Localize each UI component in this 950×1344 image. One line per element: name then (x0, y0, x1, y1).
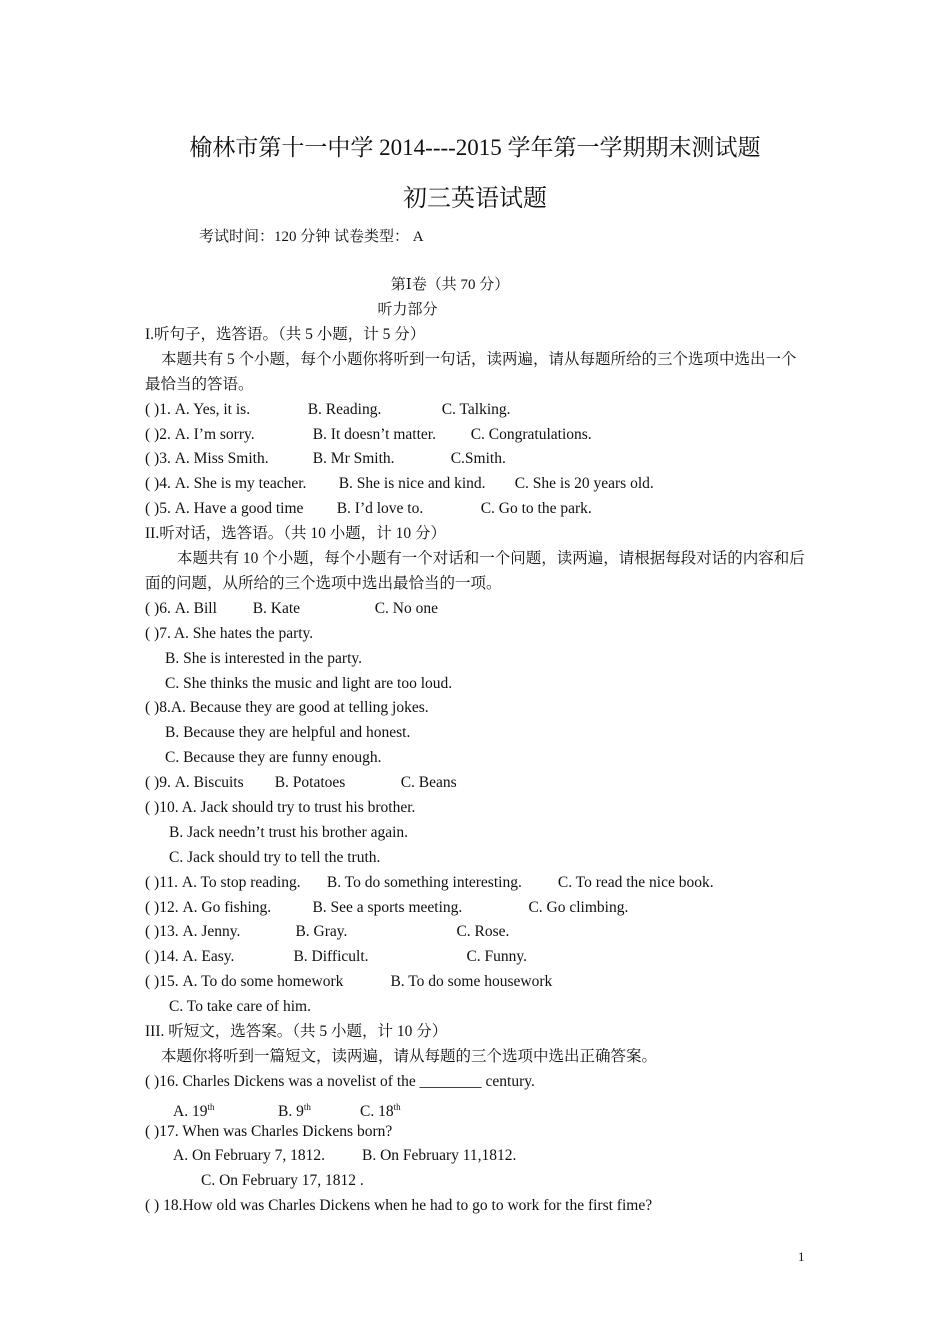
option-c: C. Go climbing. (528, 898, 629, 916)
option-a: A. Because they are good at telling jokes. (170, 699, 429, 717)
question-11 (145, 871, 810, 896)
superscript: th (303, 1101, 311, 1112)
option-c: C. She thinks the music and light are too loud. (165, 674, 453, 692)
question-number: ( )4. (145, 475, 171, 493)
option-b: B. It doesn’t matter. (312, 425, 436, 443)
option-c: C. Talking. (441, 400, 511, 418)
option-a: A. Go fishing. (182, 898, 272, 916)
question-number: ( )9. (145, 774, 171, 792)
question-number: ( )13. (145, 923, 179, 941)
page-number: 1 (798, 1249, 805, 1264)
option-c: C. To read the nice book. (557, 873, 714, 891)
listening-heading: 听力部分 (377, 302, 438, 318)
option-c: C. She is 20 years old. (514, 475, 654, 493)
option-b: B. To do some housework (390, 973, 553, 991)
section3-title: III. 听短文，选答案。（共 5 小题，计 10 分） (145, 1022, 448, 1040)
option-c-text: C. 18 (360, 1102, 394, 1120)
option-a: A. I’m sorry. (174, 425, 255, 443)
option-a: A. Have a good time (174, 500, 304, 518)
option-c: C. To take care of him. (169, 998, 311, 1016)
question-9 (145, 771, 810, 796)
question-18 (145, 1194, 810, 1219)
option-b: B. Mr Smith. (312, 450, 395, 468)
question-16-options (145, 1095, 810, 1120)
option-a-text: A. 19 (173, 1102, 208, 1120)
option-c: C. No one (374, 599, 438, 617)
question-8 (145, 696, 810, 721)
part-heading: 第Ⅰ卷（共 70 分） (390, 277, 510, 293)
option-c: C. Go to the park. (480, 500, 592, 518)
exam-subtitle: 初三英语试题 (403, 186, 547, 212)
question-number: ( )2. (145, 425, 171, 443)
superscript: th (393, 1101, 401, 1112)
option-a: A. She hates the party. (173, 624, 314, 642)
question-17 (145, 1120, 810, 1145)
question-10 (145, 796, 810, 821)
option-b: B. To do something interesting. (326, 873, 522, 891)
question-14 (145, 945, 810, 970)
option-c: C. Rose. (456, 923, 510, 941)
question-5 (145, 497, 810, 522)
option-c: C.Smith. (450, 450, 506, 468)
option-b: B. She is interested in the party. (165, 649, 363, 667)
question-number: ( )8. (145, 699, 171, 717)
option-c: C. Because they are funny enough. (165, 749, 382, 767)
question-text: Charles Dickens was a novelist of the ________ century. (182, 1072, 535, 1090)
option-b: B. Because they are helpful and honest. (165, 724, 411, 742)
option-b: B. Gray. (295, 923, 348, 941)
option-a: A. Miss Smith. (174, 450, 269, 468)
option-a: A. To do some homework (182, 973, 344, 991)
option-b: B. Reading. (307, 400, 382, 418)
option-b: B. Potatoes (274, 774, 346, 792)
question-13 (145, 920, 810, 945)
question-number: ( )16. (145, 1072, 179, 1090)
question-number: ( )12. (145, 898, 179, 916)
option-a: A. Jack should try to trust his brother. (181, 798, 416, 816)
option-b: B. Difficult. (293, 948, 369, 966)
option-b: B. She is nice and kind. (338, 475, 486, 493)
question-number: ( )17. (145, 1122, 179, 1140)
option-c: C. Congratulations. (470, 425, 592, 443)
option-c: C. Beans (400, 774, 457, 792)
question-number: ( ) 18. (145, 1197, 183, 1215)
question-number: ( )1. (145, 400, 171, 418)
option-a: A. Biscuits (174, 774, 244, 792)
exam-info: 考试时间：120 分钟 试卷类型： A (199, 229, 424, 245)
option-b: B. I’d love to. (336, 500, 424, 518)
question-17-options (145, 1144, 810, 1169)
question-1 (145, 398, 810, 423)
option-b: B. On February 11,1812. (362, 1147, 517, 1165)
question-16 (145, 1070, 810, 1095)
option-a: A. Bill (174, 599, 217, 617)
superscript: th (207, 1101, 215, 1112)
question-15 (145, 970, 810, 995)
question-number: ( )7. (145, 624, 171, 642)
question-4 (145, 472, 810, 497)
option-b-text: B. 9 (278, 1102, 304, 1120)
option-a: A. Yes, it is. (174, 400, 251, 418)
question-3 (145, 447, 810, 472)
section2-instruction: 本题共有 10 个小题，每个小题有一个对话和一个问题，读两遍，请根据每段对话的内容和后面的问题，从所给的三个选项中选出最恰当的一项。 (145, 550, 805, 592)
question-number: ( )3. (145, 450, 171, 468)
section1-instruction: 本题共有 5 个小题，每个小题你将听到一句话，读两遍，请从每题所给的三个选项中选出一个最恰当的答语。 (145, 350, 797, 393)
option-a: A. She is my teacher. (174, 475, 307, 493)
question-number: ( )11. (145, 873, 178, 891)
question-number: ( )15. (145, 973, 179, 991)
option-a: A. On February 7, 1812. (173, 1147, 325, 1165)
question-number: ( )5. (145, 500, 171, 518)
option-a: A. Easy. (182, 948, 235, 966)
question-7 (145, 622, 810, 647)
question-number: ( )10. (145, 798, 179, 816)
section1-title: I.听句子，选答语。（共 5 小题，计 5 分） (145, 326, 426, 343)
question-body (145, 323, 810, 1219)
section3-instruction: 本题你将听到一篇短文，读两遍，请从每题的三个选项中选出正确答案。 (161, 1047, 658, 1065)
question-6 (145, 597, 810, 622)
option-c: C. Funny. (466, 948, 528, 966)
option-b: B. See a sports meeting. (312, 898, 463, 916)
option-a: A. Jenny. (182, 923, 241, 941)
question-text: How old was Charles Dickens when he had to go to work for the first fime? (182, 1197, 653, 1215)
option-b: B. Kate (252, 599, 301, 617)
question-12 (145, 896, 810, 921)
question-number: ( )6. (145, 599, 171, 617)
section2-title: II.听对话，选答语。（共 10 小题，计 10 分） (145, 525, 446, 543)
question-number: ( )14. (145, 948, 179, 966)
option-a: A. To stop reading. (181, 873, 301, 891)
exam-title: 榆林市第十一中学 2014----2015 学年第一学期期末测试题 (189, 135, 761, 160)
option-c: C. Jack should try to tell the truth. (169, 848, 381, 866)
option-b: B. Jack needn’t trust his brother again. (169, 823, 409, 841)
question-text: When was Charles Dickens born? (182, 1122, 393, 1140)
question-2 (145, 423, 810, 448)
option-c: C. On February 17, 1812 . (201, 1172, 364, 1190)
